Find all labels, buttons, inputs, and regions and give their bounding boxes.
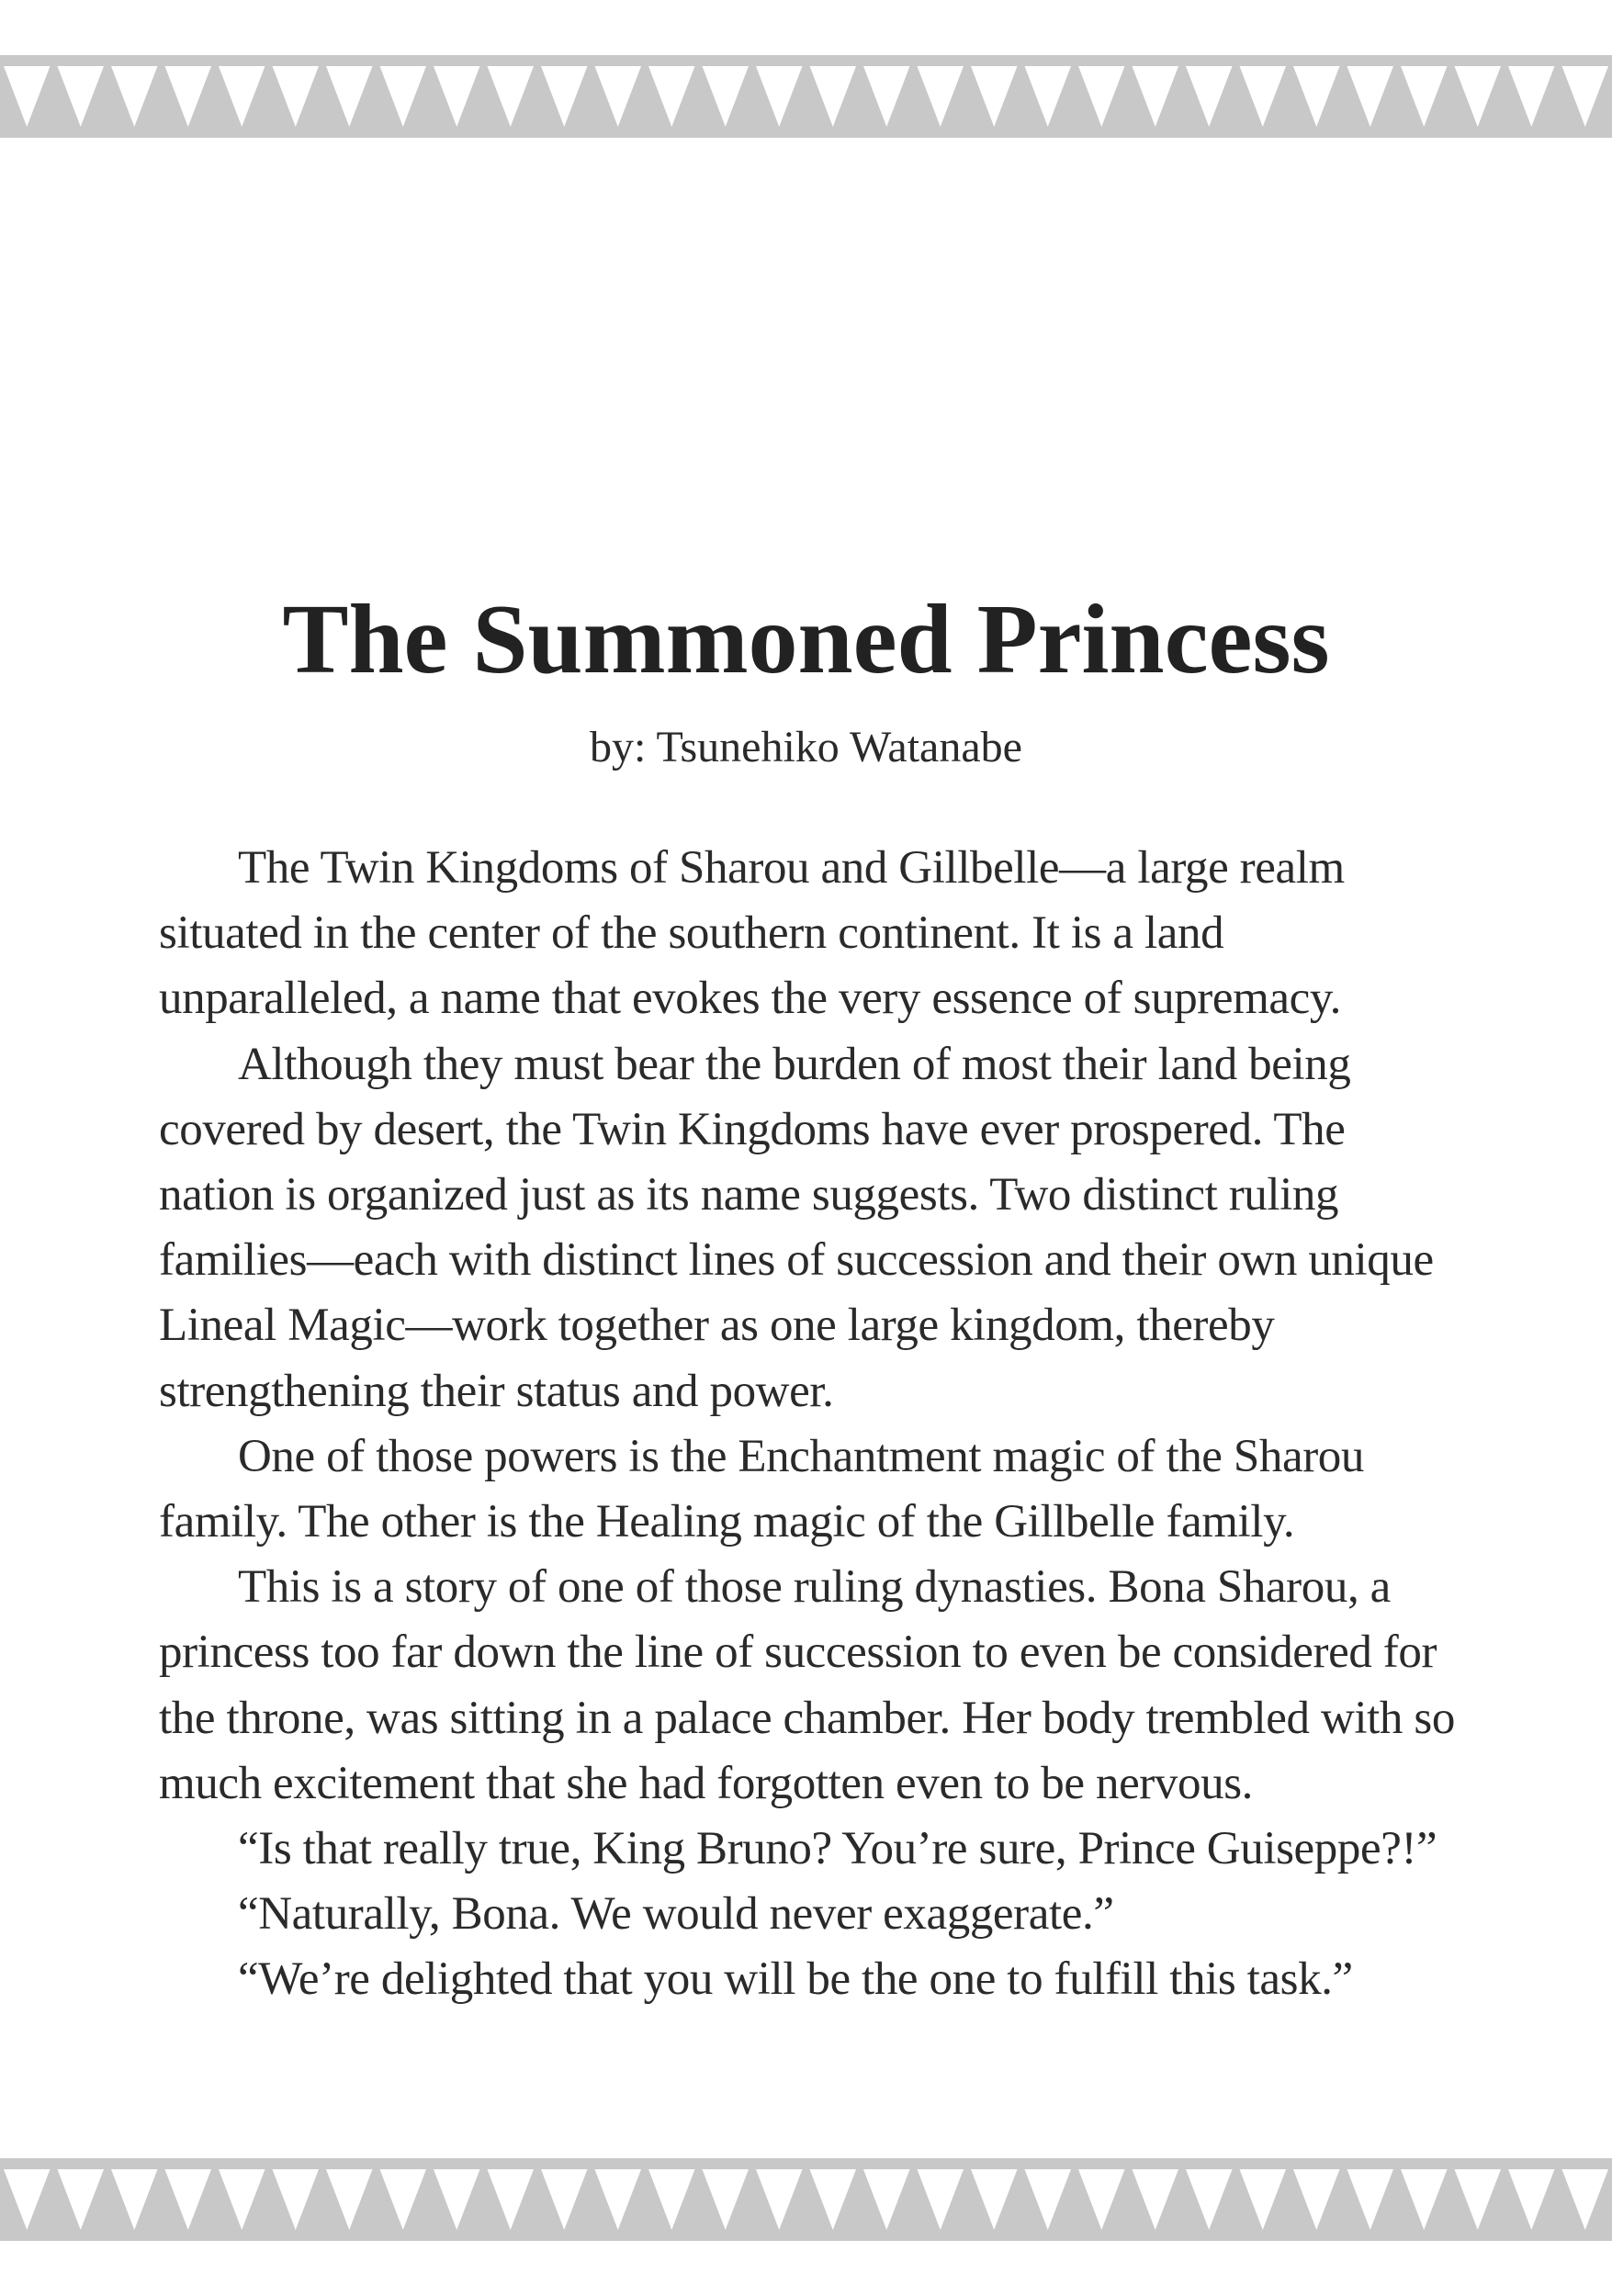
- top-decorative-border: [0, 55, 1612, 138]
- author-byline: by: Tsunehiko Watanabe: [590, 723, 1022, 771]
- paragraph: The Twin Kingdoms of Sharou and Gillbelle—a large realm situated in the center of the southern continent. It is a land unparalleled, a name that evokes the very essence of supremacy.: [159, 842, 1345, 1025]
- paragraph: This is a story of one of those ruling dynasties. Bona Sharou, a princess too far down the line of succession to even be considered for the throne, was sitting in a palace chamber. Her body trembled with so much excitement that she had forgotten even to be nervous.: [159, 1561, 1455, 1809]
- triangle-pattern-icon: [0, 2158, 1612, 2241]
- dialogue-line: “Is that really true, King Bruno? You’re sure, Prince Guiseppe?!”: [238, 1823, 1437, 1875]
- bottom-decorative-border: [0, 2158, 1612, 2241]
- story-body: [159, 836, 1463, 2013]
- triangle-pattern-icon: [0, 55, 1612, 138]
- paragraph: Although they must bear the burden of most their land being covered by desert, the Twin Kingdoms have ever prospered. The nation is organized just as its name suggests. Two distinct ruling families—each with distinct lines of succession and their own unique Lineal Magic—work together as one large kingdom, thereby strengthening their status and power.: [159, 1038, 1434, 1417]
- dialogue-line: “Naturally, Bona. We would never exaggerate.”: [238, 1888, 1114, 1941]
- page-title: The Summoned Princess: [282, 585, 1330, 694]
- paragraph: One of those powers is the Enchantment magic of the Sharou family. The other is the Healing magic of the Gillbelle family.: [159, 1430, 1364, 1548]
- dialogue-line: “We’re delighted that you will be the one to fulfill this task.”: [238, 1953, 1353, 2006]
